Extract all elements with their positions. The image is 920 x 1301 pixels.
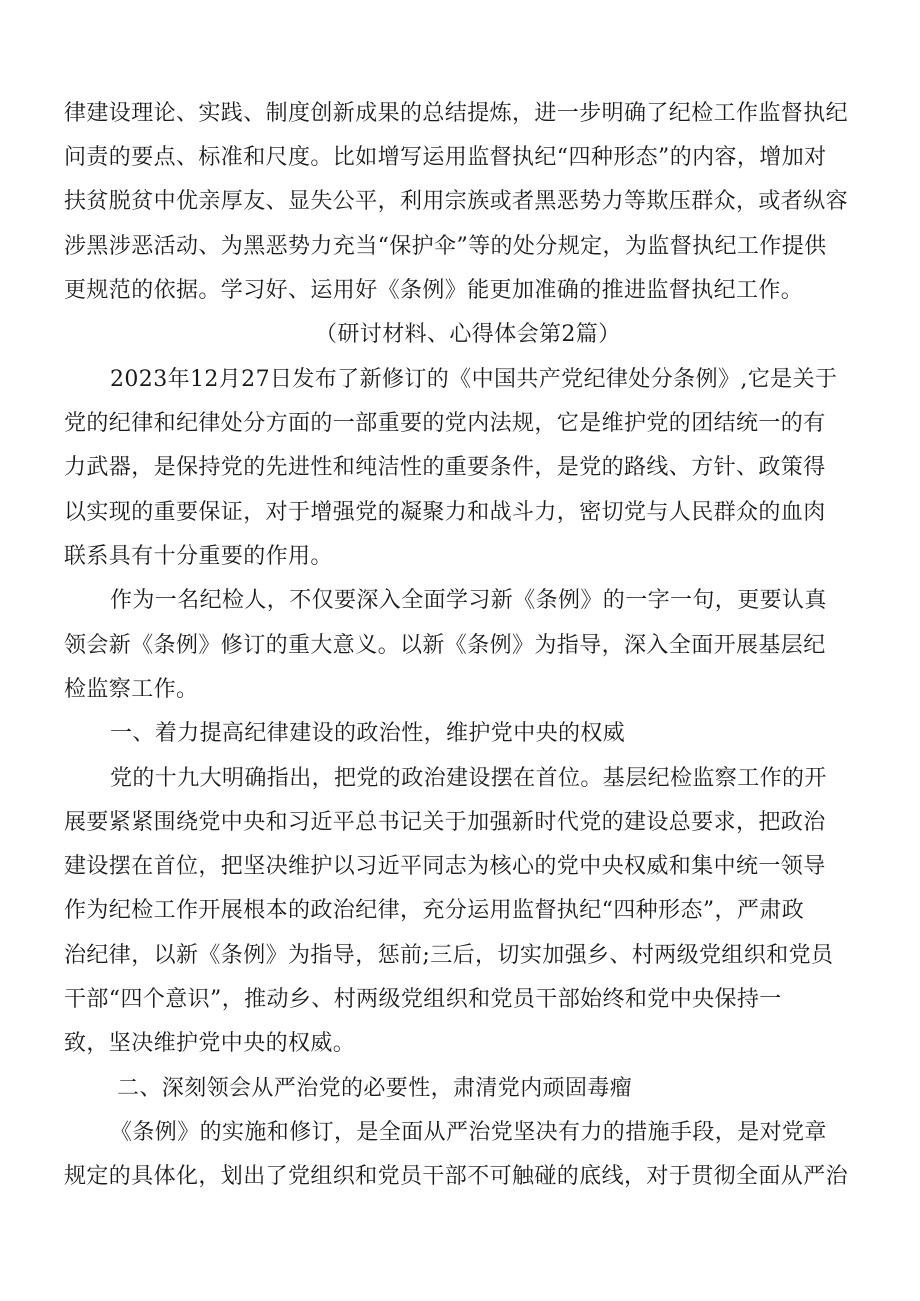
subheading-1: 一、着力提高纪律建设的政治性，维护党中央的权威 xyxy=(110,721,626,746)
subheading-2: 二、深刻领会从严治党的必要性，肃清党内顽固毒瘤 xyxy=(117,1076,633,1101)
text-line-1: 律建设理论、实践、制度创新成果的总结提炼，进一步明确了纪检工作监督执纪 xyxy=(64,101,849,126)
text-line-3: 扶贫脱贫中优亲厚友、显失公平，利用宗族或者黑恶势力等欺压群众，或者纵容 xyxy=(64,189,849,214)
text-line-19: 作为纪检工作开展根本的政治纪律，充分运用监督执纪“四种形态”，严肃政 xyxy=(64,898,805,923)
text-line-20: 治纪律，以新《条例》为指导，惩前;三后，切实加强乡、村两级党组织和党员 xyxy=(64,943,834,968)
text-line-5: 更规范的依据。学习好、运用好《条例》能更加准确的推进监督执纪工作。 xyxy=(64,278,804,303)
text-line-18: 建设摆在首位，把坚决维护以习近平同志为核心的党中央权威和集中统一领导 xyxy=(64,854,826,879)
text-line-12: 作为一名纪检人，不仅要深入全面学习新《条例》的一字一句，更要认真 xyxy=(110,588,827,613)
text-line-14: 检监察工作。 xyxy=(64,677,199,702)
text-line-8: 党的纪律和纪律处分方面的一部重要的党内法规，它是维护党的团结统一的有 xyxy=(64,411,826,436)
text-line-7: 2023年12月27日发布了新修订的《中国共产党纪律处分条例》,它是关于 xyxy=(110,367,838,392)
text-line-17: 展要紧紧围绕党中央和习近平总书记关于加强新时代党的建设总要求，把政治 xyxy=(64,810,826,835)
text-line-9: 力武器，是保持党的先进性和纯洁性的重要条件，是党的路线、方针、政策得 xyxy=(64,455,826,480)
text-line-21: 干部“四个意识”，推动乡、村两级党组织和党员干部始终和党中央保持一 xyxy=(64,987,782,1012)
text-line-24: 《条例》的实施和修订，是全面从严治党坚决有力的措施手段，是对党章 xyxy=(110,1120,827,1145)
text-line-22: 致，坚决维护党中央的权威。 xyxy=(64,1031,356,1056)
text-line-4: 涉黑涉恶活动、为黑恶势力充当“保护伞”等的处分规定，为监督执纪工作提供 xyxy=(64,234,827,259)
text-line-13: 领会新《条例》修订的重大意义。以新《条例》为指导，深入全面开展基层纪 xyxy=(64,633,826,658)
text-line-25: 规定的具体化，划出了党组织和党员干部不可触碰的底线，对于贯彻全面从严治 xyxy=(64,1164,849,1189)
text-line-10: 以实现的重要保证，对于增强党的凝聚力和战斗力，密切党与人民群众的血肉 xyxy=(64,500,826,525)
section-heading: （研讨材料、心得体会第2篇） xyxy=(315,322,621,347)
text-line-2: 问责的要点、标准和尺度。比如增写运用监督执纪“四种形态”的内容，增加对 xyxy=(64,145,827,170)
text-line-11: 联系具有十分重要的作用。 xyxy=(64,544,333,569)
text-line-16: 党的十九大明确指出，把党的政治建设摆在首位。基层纪检监察工作的开 xyxy=(110,766,827,791)
